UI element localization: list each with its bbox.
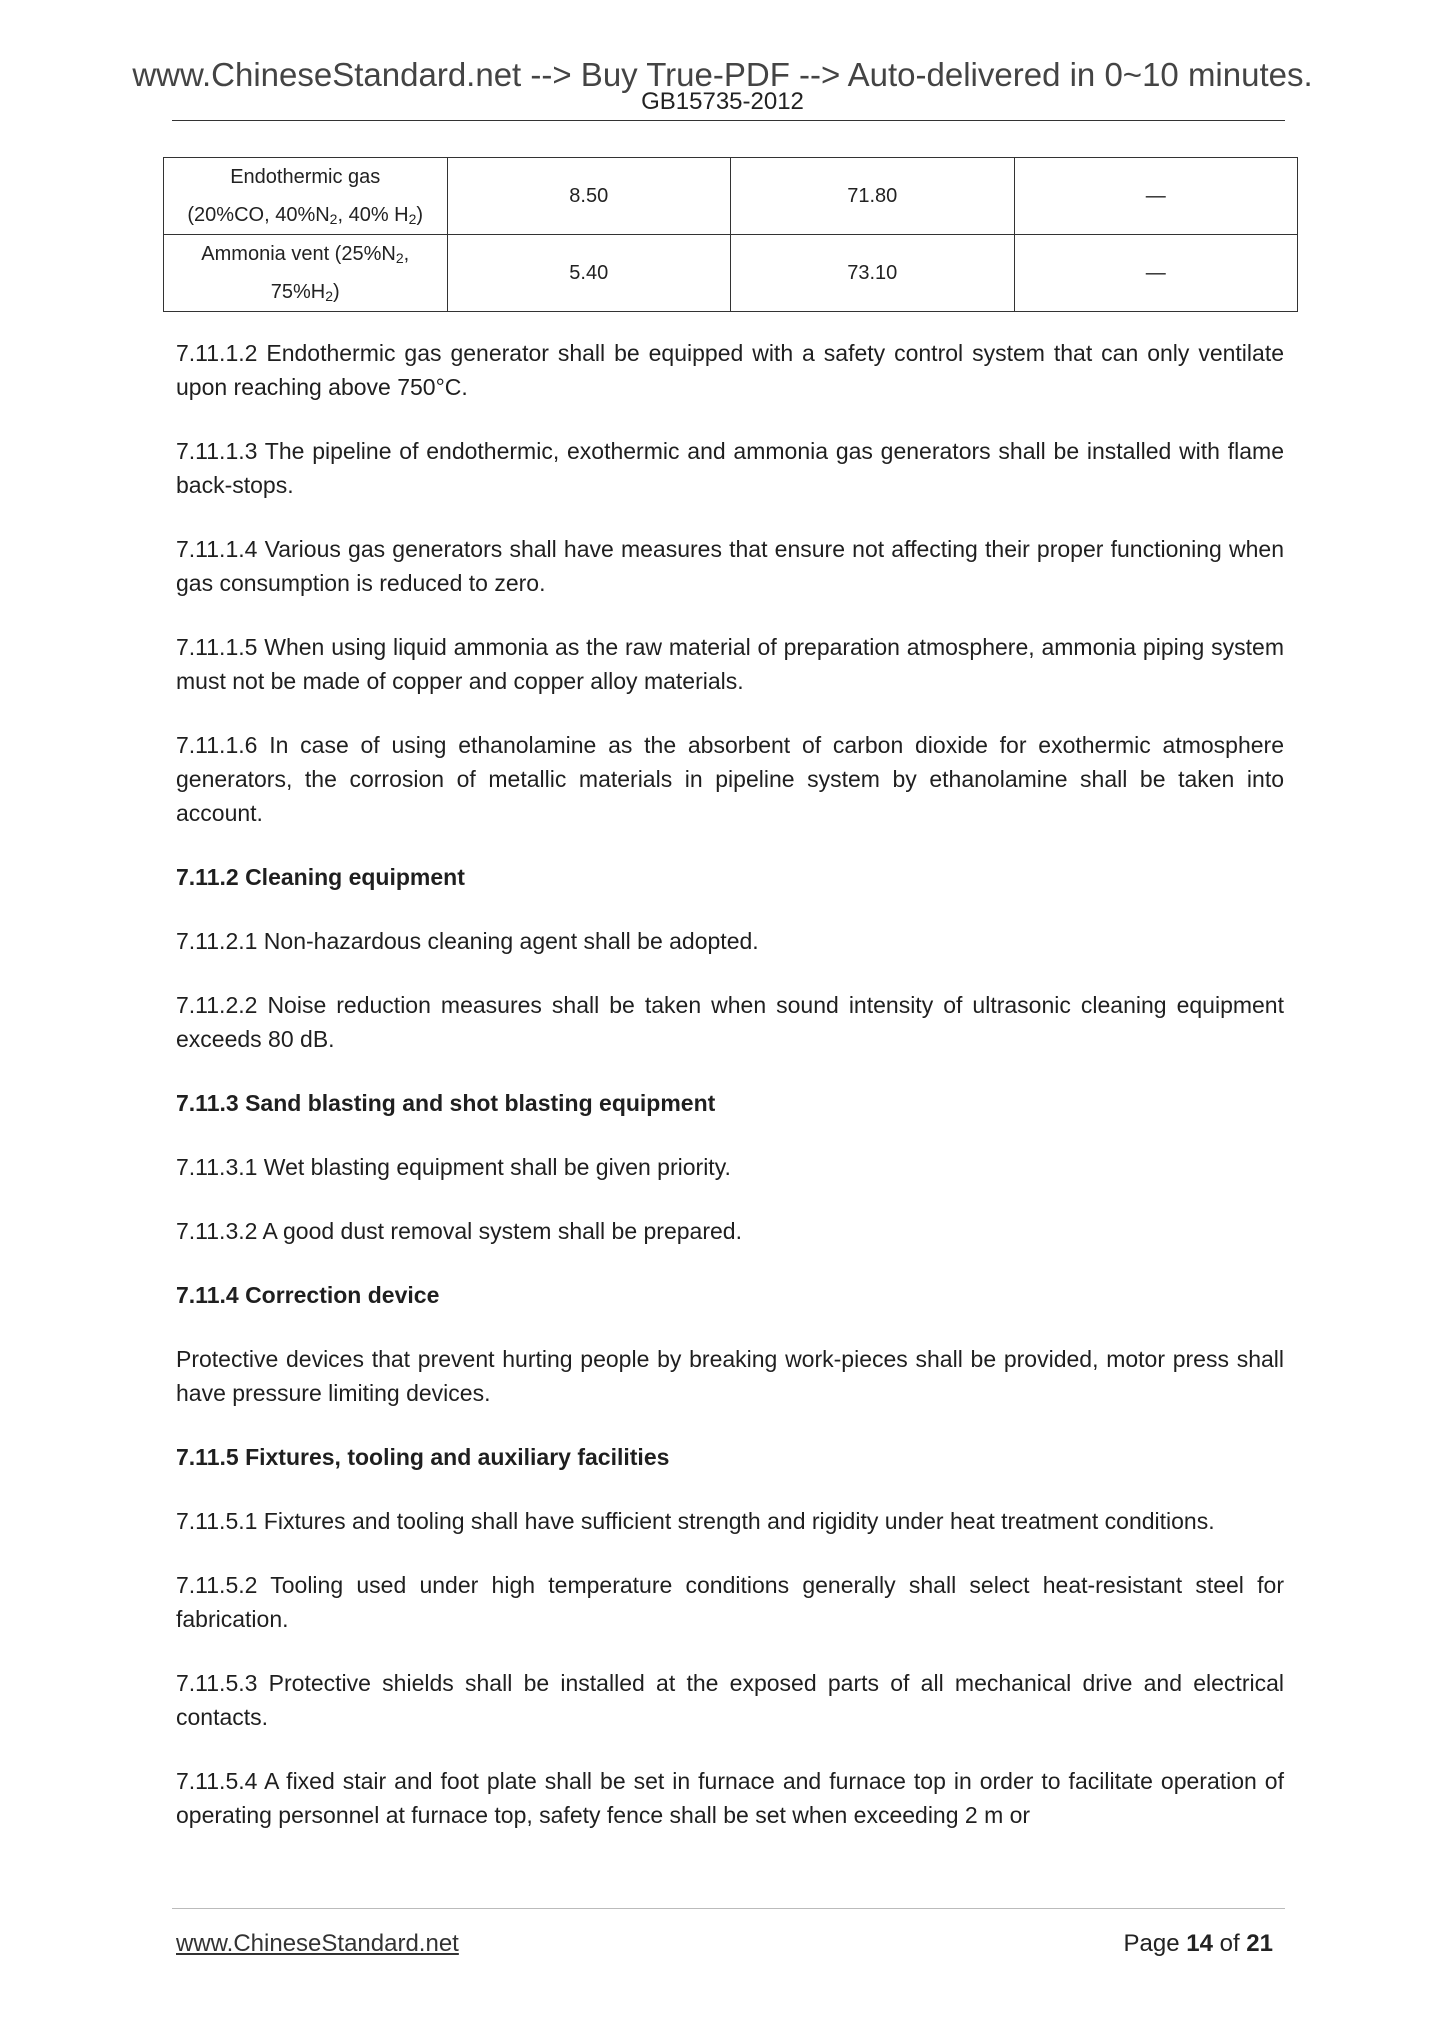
site-banner[interactable]: www.ChineseStandard.net --> Buy True-PDF --> Auto-delivered in 0~10 minutes. bbox=[132, 56, 1313, 93]
paragraph-7-11-5-4: 7.11.5.4 A fixed stair and foot plate shall be set in furnace and furnace top in order to facilitate operation of operating personnel at furnace top, safety fence shall be set when exceeding 2 m or bbox=[176, 1768, 1284, 1828]
heading-7-11-2: 7.11.2 Cleaning equipment bbox=[176, 864, 465, 890]
current-page-number: 14 bbox=[1186, 1930, 1213, 1957]
table-cell: 8.50 bbox=[447, 158, 731, 235]
paragraph-7-11-3-2: 7.11.3.2 A good dust removal system shall be prepared. bbox=[176, 1218, 742, 1244]
footer-divider bbox=[172, 1908, 1285, 1909]
table-cell: 73.10 bbox=[731, 235, 1015, 312]
document-body bbox=[176, 336, 1284, 1862]
paragraph-7-11-1-4: 7.11.1.4 Various gas generators shall have measures that ensure not affecting their proper functioning when gas consumption is reduced to zero. bbox=[176, 536, 1284, 596]
table-cell-gas-name: Ammonia vent ($25\%N_2$, $75\%H_2$) bbox=[164, 235, 448, 312]
table-cell-gas-name: Endothermic gas (20%CO, $40\%N_2$, 40% $H_2$) bbox=[164, 158, 448, 235]
document-id: GB15735-2012 bbox=[641, 88, 804, 115]
table-cell: — bbox=[1014, 158, 1298, 235]
heading-7-11-3: 7.11.3 Sand blasting and shot blasting equipment bbox=[176, 1090, 716, 1116]
heading-7-11-5: 7.11.5 Fixtures, tooling and auxiliary facilities bbox=[176, 1444, 670, 1470]
footer-site-link[interactable]: www.ChineseStandard.net bbox=[176, 1930, 459, 1957]
gas-table bbox=[163, 157, 1298, 312]
header-divider bbox=[172, 120, 1285, 121]
table-row bbox=[164, 158, 1298, 235]
paragraph-7-11-2-2: 7.11.2.2 Noise reduction measures shall be taken when sound intensity of ultrasonic cleaning equipment exceeds 80 dB. bbox=[176, 992, 1284, 1052]
table-row bbox=[164, 235, 1298, 312]
paragraph-7-11-1-3: 7.11.1.3 The pipeline of endothermic, exothermic and ammonia gas generators shall be installed with flame back-stops. bbox=[176, 438, 1284, 498]
paragraph-7-11-5-1: 7.11.5.1 Fixtures and tooling shall have sufficient strength and rigidity under heat treatment conditions. bbox=[176, 1508, 1215, 1534]
page-indicator: Page 14 of 21 bbox=[1123, 1930, 1273, 1957]
paragraph-7-11-3-1: 7.11.3.1 Wet blasting equipment shall be given priority. bbox=[176, 1154, 731, 1180]
paragraph-7-11-5-2: 7.11.5.2 Tooling used under high temperature conditions generally shall select heat-resistant steel for fabrication. bbox=[176, 1572, 1284, 1632]
table-cell: 5.40 bbox=[447, 235, 731, 312]
table-cell: — bbox=[1014, 235, 1298, 312]
paragraph-7-11-5-3: 7.11.5.3 Protective shields shall be installed at the exposed parts of all mechanical drive and electrical contacts. bbox=[176, 1670, 1284, 1730]
paragraph-7-11-1-5: 7.11.1.5 When using liquid ammonia as the raw material of preparation atmosphere, ammonia piping system must not be made of copper and copper alloy materials. bbox=[176, 634, 1284, 694]
heading-7-11-4: 7.11.4 Correction device bbox=[176, 1282, 440, 1308]
total-pages-number: 21 bbox=[1246, 1930, 1273, 1957]
paragraph-7-11-1-6: 7.11.1.6 In case of using ethanolamine as the absorbent of carbon dioxide for exothermic atmosphere generators, the corrosion of metallic materials in pipeline system by ethanolamine shall be taken into account. bbox=[176, 732, 1284, 826]
paragraph-7-11-2-1: 7.11.2.1 Non-hazardous cleaning agent shall be adopted. bbox=[176, 928, 759, 954]
paragraph-7-11-1-2: 7.11.1.2 Endothermic gas generator shall be equipped with a safety control system that can only ventilate upon reaching above 750°C. bbox=[176, 340, 1284, 400]
table-cell: 71.80 bbox=[731, 158, 1015, 235]
paragraph-7-11-4: Protective devices that prevent hurting people by breaking work-pieces shall be provided, motor press shall have pressure limiting devices. bbox=[176, 1346, 1284, 1406]
